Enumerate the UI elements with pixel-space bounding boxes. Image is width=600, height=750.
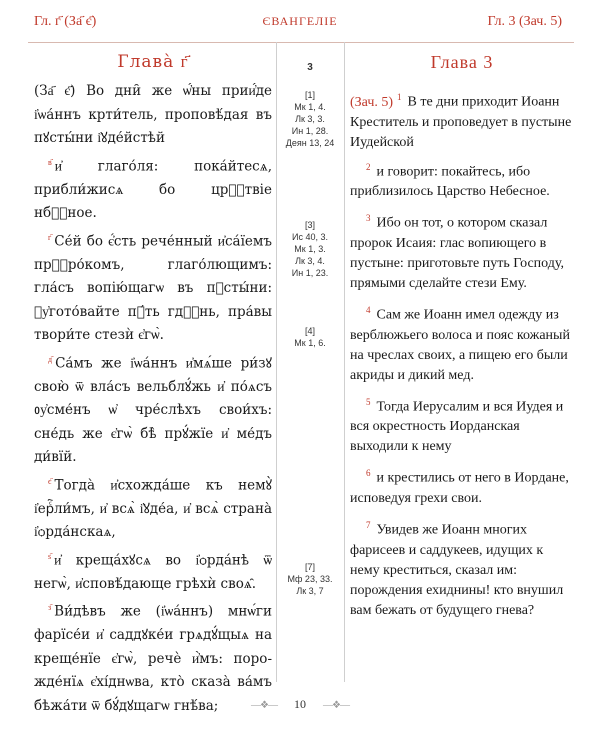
header-right-chapter-ref: Гл. 3 (Зач. 5) xyxy=(487,14,562,29)
verse-number: 5 xyxy=(366,396,371,407)
slavonic-verse-6 xyxy=(34,545,272,597)
page-footer xyxy=(0,697,600,712)
russian-verse-3 xyxy=(350,208,574,294)
ref-line: Мф 23, 33. xyxy=(287,574,333,584)
ref-line: Ис 40, 3. xyxy=(292,232,328,242)
verse-text: Тогда Иерусалим и вся Иудея и вся окрестность Иорданская выходили к нему xyxy=(350,399,564,455)
verse-number: 1 xyxy=(397,92,402,102)
verse-number: з҃ xyxy=(48,603,52,612)
slavonic-verse-4 xyxy=(34,348,272,470)
verse-number: 4 xyxy=(366,304,371,315)
ref-number: [3] xyxy=(304,220,315,230)
russian-column xyxy=(350,46,574,621)
slavonic-verse-5 xyxy=(34,470,272,545)
verse-text: и҆ креща́хꙋсѧ во і҆ѻрда́нѣ ѿ негѡ̀, и҆сповѣ́дающе грѣхѝ своѧ̑. xyxy=(34,552,272,592)
russian-verse-1 xyxy=(350,87,574,153)
slavonic-column xyxy=(34,46,272,718)
slavonic-verse-1 xyxy=(34,80,272,151)
russian-verse-5 xyxy=(350,392,574,458)
ref-number: [1] xyxy=(304,90,315,100)
zachalo-mark: (Зач. 5) xyxy=(350,94,394,110)
verse-text: Са́мъ же і҆ѡа́ннъ и҆мѧ́ше ри́зꙋ свою̀ ѿ вла́съ вельблꙋ́жь и҆ по́ѧсъ ᲂу҆сме́нъ ѡ҆ чре́слѣхъ свои́хъ: сне́дь же є҆гѡ̀ бѣ̀ прꙋ́жїе и҆ ме́дъ ди́вїй. xyxy=(34,355,272,465)
slavonic-verse-2 xyxy=(34,151,272,226)
ref-line: Ин 1, 23. xyxy=(291,268,329,278)
ref-line: Мк 1, 3. xyxy=(294,244,326,254)
verse-text: В те дни приходит Иоанн Креститель и проповедует в пустыне Иудейской xyxy=(350,94,572,150)
ref-number: [4] xyxy=(304,326,315,336)
verse-text: и҆ глаго́ля: пока́йтесѧ, прибли́жисѧ бо црⷭ҇твіе нбⷭ҇ное. xyxy=(34,158,272,221)
verse-text: Сам же Иоанн имел одежду из верблюжьего волоса и пояс кожаный на чреслах своих, а пищею его были акриды и дикий мед. xyxy=(350,307,570,383)
chapter-number: 3 xyxy=(307,62,313,73)
ref-block xyxy=(280,90,340,150)
verse-text: и говорит: покайтесь, ибо приблизилось Царство Небесное. xyxy=(350,164,550,200)
russian-chapter-title: Глава 3 xyxy=(430,52,494,72)
ornament-right-icon: —❖— xyxy=(323,699,349,711)
ref-block xyxy=(280,326,340,350)
verse-number: є҃ xyxy=(48,476,52,486)
verse-text: Се́й бо є҆́сть рече́нный и҆са́їемъ прⷪ҇ро́комъ, глаго́лющимъ: гла́съ вопію́щагѡ въ пꙋсты́ни: ᲂу҆гото́вайте пꙋ́ть гдⷭ҇нь, пра́вы твори́те стезѝ є҆гѡ̀. xyxy=(34,233,272,343)
verse-text: (За҃ є҃) Во дни̑ же ѡ҆́ны прии҆́де і҆ѡа́ннъ крти́тель, проповѣ́дая въ пꙋсты́ни і҆ꙋде́йстѣй xyxy=(34,83,272,146)
ref-line: Ин 1, 28. xyxy=(291,126,329,136)
verse-number: 7 xyxy=(366,519,371,530)
verse-number: д҃ xyxy=(48,354,53,364)
russian-verse-7 xyxy=(350,515,574,621)
verse-text: Увидев же Иоанн многих фарисеев и саддукеев, идущих к нему креститься, сказал им: порождения ехиднины! кто внушил вам бежать от будущего гнева? xyxy=(350,522,564,618)
column-divider-right xyxy=(344,42,345,682)
verse-text: и крестились от него в Иордане, исповедуя грехи свои. xyxy=(350,470,569,506)
verse-number: ѕ҃ xyxy=(48,551,52,561)
verse-number: 6 xyxy=(366,468,371,479)
slavonic-verse-3 xyxy=(34,226,272,348)
cross-reference-column xyxy=(280,46,340,596)
ref-line: Лк 3, 7 xyxy=(296,586,324,596)
verse-number: в҃ xyxy=(48,157,52,167)
ref-line: Лк 3, 4. xyxy=(295,256,325,266)
page-number: 10 xyxy=(294,697,306,711)
ref-line: Мк 1, 4. xyxy=(294,102,326,112)
header-title: ЄВАНГЕЛІЕ xyxy=(262,14,338,28)
russian-verse-2 xyxy=(350,157,574,203)
page-header xyxy=(0,14,600,38)
ornament-left-icon: —❖— xyxy=(251,699,277,711)
russian-verse-6 xyxy=(350,463,574,509)
verse-text: Ибо он тот, о котором сказал пророк Исаия: глас вопиющего в пустыне: приготовьте путь Господу, прямыми сделайте стези Ему. xyxy=(350,215,564,291)
ref-line: Деян 13, 24 xyxy=(285,138,335,148)
header-rule xyxy=(28,42,574,43)
ref-line: Мк 1, 6. xyxy=(294,338,326,348)
verse-text: Ви́дѣвъ же (і҆ѡа́ннъ) мнѡ́ги фарїсе́и и҆ саддꙋке́и грѧдꙋ́щыѧ на креще́нїе є҆гѡ̀, речѐ и҆̀мъ: порожде́нїѧ є҆хі́днѡва, кто̀ сказа̀ ва́мъ бѣжа́ти ѿ бꙋ́дꙋщагѡ гнѣ́ва; xyxy=(34,603,272,714)
verse-number: г҃ xyxy=(48,232,52,242)
column-divider-left xyxy=(276,42,277,682)
header-left-chapter-ref: Гл. г҃ (За҃ є҃) xyxy=(34,14,97,29)
slavonic-chapter-title: Глава̀ г҃ xyxy=(117,52,189,72)
russian-verse-4 xyxy=(350,300,574,386)
ref-block xyxy=(280,220,340,280)
ref-block xyxy=(280,562,340,598)
ref-number: [7] xyxy=(304,562,315,572)
verse-number: 2 xyxy=(366,161,371,172)
verse-text: Тогда̀ и҆схожда́ше къ немꙋ̀ і҆ерⷭ҇ли́мъ, и҆ всѧ̀ і҆ꙋде́а, и҆ всѧ̀ страна̀ і҆ѻрда́нскаѧ, xyxy=(34,477,272,540)
verse-number: 3 xyxy=(366,213,371,224)
ref-line: Лк 3, 3. xyxy=(295,114,325,124)
